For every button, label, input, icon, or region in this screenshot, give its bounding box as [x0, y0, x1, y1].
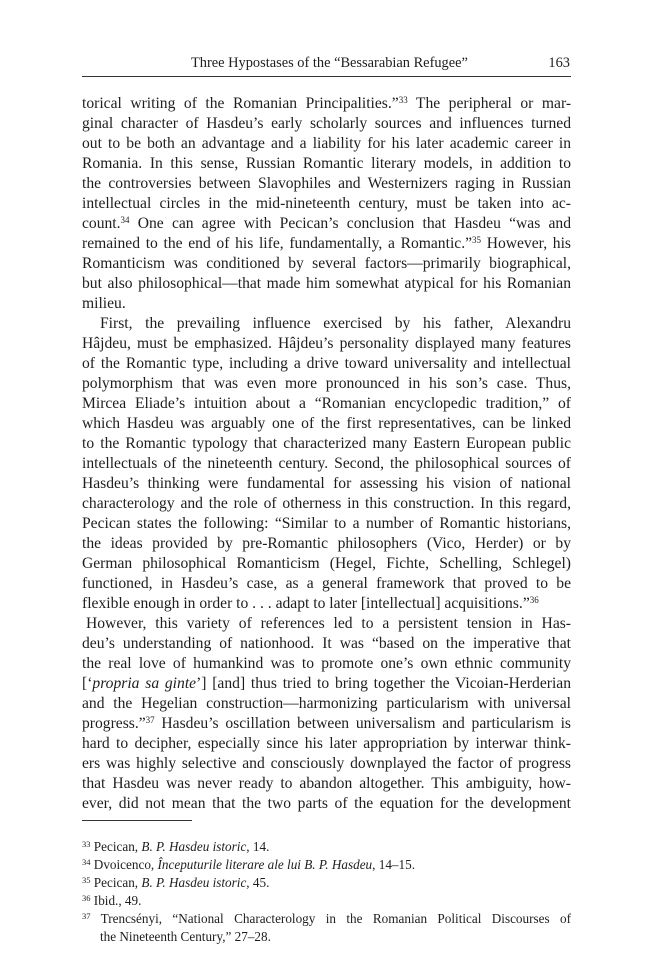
body-line: that Hasdeu was never ready to abandon altogether. This ambiguity, how-: [82, 775, 571, 792]
body-line: However, this variety of references led to a persistent tension in Has-: [86, 615, 571, 632]
body-line: and the Hegelian construction—harmonizing particularism with universal: [82, 695, 571, 712]
body-line: ever, did not mean that the two parts of the equation for the development: [82, 795, 571, 812]
footnote-ref: 33: [398, 95, 408, 105]
body-line: but also philosophical—that made him somewhat atypical for his Romanian: [82, 275, 571, 292]
body-line: functioned, in Hasdeu’s case, as a general framework that proved to be: [82, 575, 571, 592]
body-line: intellectuals of the nineteenth century. Second, the philosophical sources of: [82, 455, 571, 472]
footnote-ref: 37: [145, 715, 155, 725]
footnote-ref: 34: [120, 215, 130, 225]
body-line: of the Romantic type, including a drive toward universality and intellectual: [82, 355, 571, 372]
footnote-33: $^{33}$ Pecican, B. P. Hasdeu istoric, 14.: [82, 839, 270, 854]
header-rule: [82, 76, 571, 77]
footnote-ref: 36: [529, 595, 539, 605]
body-line: deu’s understanding of nationhood. It was “based on the imperative that: [82, 635, 571, 652]
body-line: to the Romantic typology that characterized many Eastern European public: [82, 435, 571, 452]
body-line: progress.”$^{37}$ Hasdeu’s oscillation between universalism and particularism is: [82, 715, 571, 732]
body-line: count.$^{34}$ One can agree with Pecican’s conclusion that Hasdeu “was and: [82, 215, 571, 232]
body-line: German philosophical Romanticism (Hegel, Fichte, Schelling, Schlegel): [82, 555, 571, 572]
running-title: Three Hypostases of the “Bessarabian Refugee”: [191, 55, 468, 71]
body-line: Pecican states the following: “Similar to a number of Romantic historians,: [82, 515, 571, 532]
body-line: ginal character of Hasdeu’s early scholarly sources and influences turned: [82, 115, 571, 132]
footnote-34: $^{34}$ Dvoicenco, Începuturile literare ale lui B. P. Hasdeu, 14–15.: [82, 857, 415, 872]
body-line: which Hasdeu was arguably one of the first representatives, can be linked: [82, 415, 571, 432]
body-line: out to be both an advantage and a liability for his later academic career in: [82, 135, 571, 152]
body-line: remained to the end of his life, fundamentally, a Romantic.”$^{35}$ However, his: [82, 235, 571, 252]
body-line: the controversies between Slavophiles and Westernizers raging in Russian: [82, 175, 571, 192]
body-line: Romania. In this sense, Russian Romantic literary models, in addition to: [82, 155, 571, 172]
body-line: hard to decipher, especially since his later appropriation by interwar think-: [82, 735, 571, 752]
body-line: Romanticism was conditioned by several factors—primarily biographical,: [82, 255, 571, 272]
page-number: 163: [548, 55, 570, 71]
body-line: torical writing of the Romanian Principalities.”$^{33}$ The peripheral or mar-: [82, 95, 572, 112]
body-line: First, the prevailing influence exercised by his father, Alexandru: [100, 315, 571, 332]
body-line: Mircea Eliade’s intuition about a “Romanian encyclopedic tradition,” of: [82, 395, 571, 412]
footnote-35: $^{35}$ Pecican, B. P. Hasdeu istoric, 45.: [82, 875, 270, 890]
italic-phrase: propria sa ginte: [92, 675, 197, 692]
body-line: [‘propria sa ginte’] [and] thus tried to bring together the Vicoian-Herderian: [82, 675, 572, 692]
body-line: the real love of humankind was to promote one’s own ethnic community: [82, 655, 571, 672]
body-line: the ideas provided by pre-Romantic philosophers (Vico, Herder) or by: [82, 535, 571, 552]
body-line: Hasdeu’s thinking were fundamental for assessing his vision of national: [82, 475, 571, 492]
body-line: flexible enough in order to . . . adapt to later [intellectual] acquisitions.”$^{36}$: [82, 595, 539, 612]
body-line: intellectual circles in the mid-nineteenth century, must be taken into ac-: [82, 195, 571, 212]
footnote-36: $^{36}$ Ibid., 49.: [82, 893, 142, 908]
body-line: ers was highly selective and consciously downplayed the factor of progress: [82, 755, 571, 772]
footnote-ref: 35: [472, 235, 482, 245]
body-line: characterology and the role of otherness in this construction. In this regard,: [82, 495, 571, 512]
body-line: polymorphism that was even more pronounced in his son’s case. Thus,: [82, 375, 571, 392]
footnote-37-continued: the Nineteenth Century,” 27–28.: [100, 929, 271, 944]
body-line: milieu.: [82, 295, 126, 312]
footnote-37: $^{37}$ Trencsényi, “National Characterology in the Romanian Political Discourses of: [82, 911, 571, 926]
footnote-separator: [82, 820, 192, 821]
body-line: Hâjdeu, must be emphasized. Hâjdeu’s personality displayed many features: [82, 335, 571, 352]
